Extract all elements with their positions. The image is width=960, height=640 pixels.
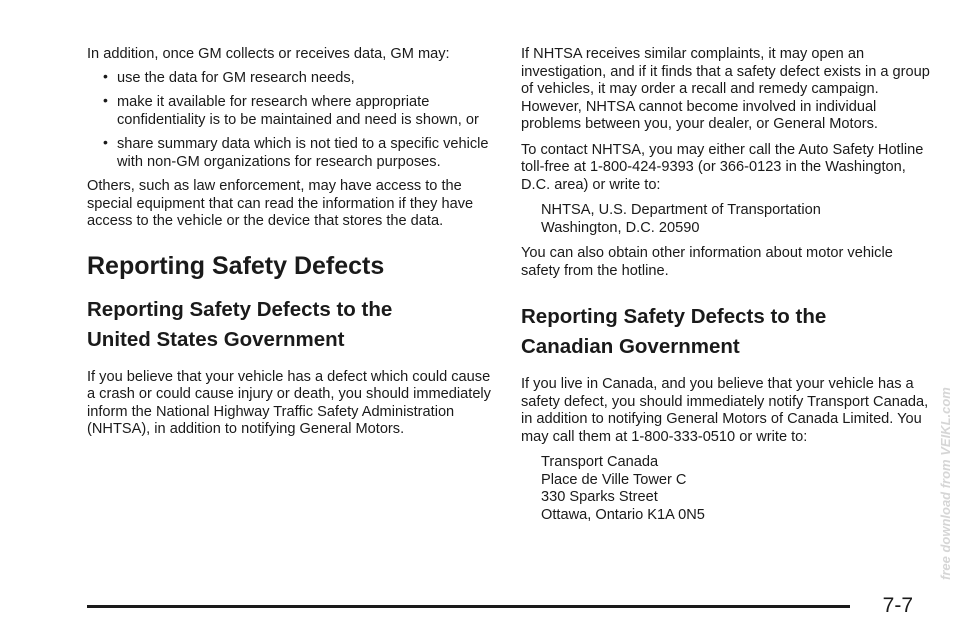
nhtsa-investigation-paragraph: If NHTSA receives similar complaints, it may open an investigation, and if it finds that a safety defect exists in a group of vehicles, it may order a recall and remedy campaign. However, NHTSA cannot become involved in individual problems between you, your dealer, or General Motors.	[521, 46, 930, 132]
subheading-line: Reporting Safety Defects to the	[521, 305, 827, 328]
hotline-paragraph: You can also obtain other information about motor vehicle safety from the hotline.	[521, 245, 893, 279]
address-line: Washington, D.C. 20590	[541, 219, 700, 236]
nhtsa-contact-paragraph: To contact NHTSA, you may either call the Auto Safety Hotline toll-free at 1-800-424-9393 (or 366-0123 in the Washington, D.C. area) or write to:	[521, 141, 924, 193]
list-item	[103, 67, 497, 88]
footer-divider	[87, 605, 850, 608]
intro-paragraph: In addition, once GM collects or receives data, GM may:	[87, 46, 450, 62]
page-number: 7-7	[882, 594, 913, 617]
gm-data-uses-list	[87, 67, 497, 172]
watermark-text: free download from VEIKL.com	[938, 387, 953, 580]
us-reporting-paragraph: If you believe that your vehicle has a defect which could cause a crash or could cause injury or death, you should immediately inform the National Highway Traffic Safety Administration (NHTSA), in addition to notifying General Motors.	[87, 368, 491, 437]
left-column	[87, 46, 497, 439]
nhtsa-address	[541, 202, 931, 237]
list-item	[103, 136, 497, 171]
address-line: Transport Canada	[541, 454, 659, 470]
section-heading-reporting-safety-defects: Reporting Safety Defects	[87, 251, 385, 280]
canada-reporting-paragraph: If you live in Canada, and you believe that your vehicle has a safety defect, you should immediately notify Transport Canada, in addition to notifying General Motors of Canada Limited. You may call them at 1-800-333-0510 or write to:	[521, 376, 929, 445]
bullet-icon: •	[103, 67, 108, 84]
address-line: Place de Ville Tower C	[541, 471, 687, 488]
subheading-line: United States Government	[87, 327, 345, 351]
address-line: NHTSA, U.S. Department of Transportation	[541, 202, 821, 218]
address-line: Ottawa, Ontario K1A 0N5	[541, 506, 705, 523]
list-item-text: share summary data which is not tied to a specific vehicle with non-GM organizations for research purposes.	[117, 136, 489, 170]
subheading-canadian-government	[521, 302, 931, 362]
subheading-line: Reporting Safety Defects to the	[87, 297, 393, 321]
subheading-line: Canadian Government	[521, 335, 740, 358]
subheading-us-government	[87, 295, 497, 355]
address-line: 330 Sparks Street	[541, 489, 658, 505]
others-access-paragraph: Others, such as law enforcement, may have access to the special equipment that can read the information if they have access to the vehicle or the device that stores the data.	[87, 178, 474, 229]
list-item-text: make it available for research where appropriate confidentiality is to be maintained and need is shown, or	[117, 94, 479, 128]
list-item-text: use the data for GM research needs,	[117, 69, 355, 86]
bullet-icon: •	[103, 92, 108, 108]
transport-canada-address	[541, 454, 931, 524]
list-item	[103, 94, 497, 129]
bullet-icon: •	[103, 134, 108, 150]
right-column	[521, 46, 931, 524]
